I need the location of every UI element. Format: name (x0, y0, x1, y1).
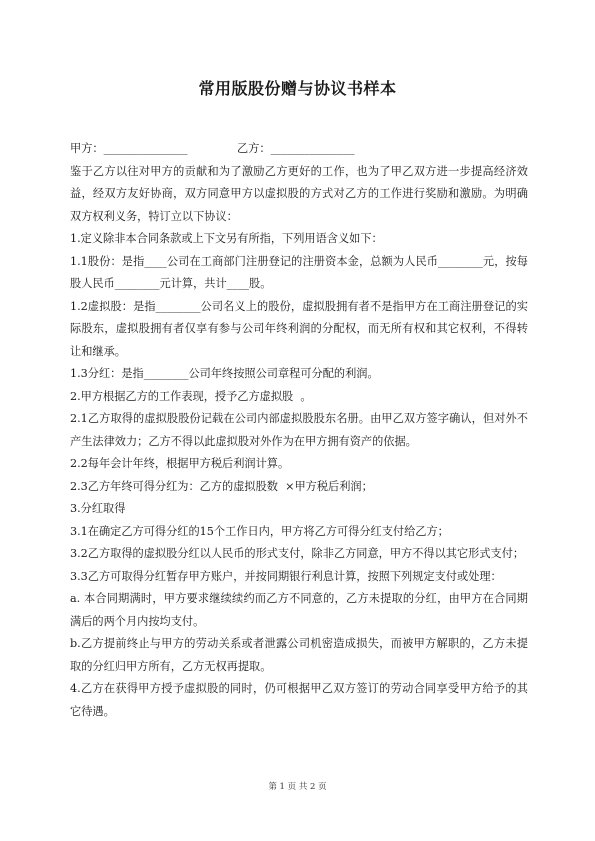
paragraph-clause-a: a. 本合同期满时，甲方要求继续续约而乙方不同意的，乙方未提取的分红，由甲方在合同期满后的两个月内按均支付。 (70, 592, 528, 628)
paragraph-deposit: 3.3乙方可取得分红暂存甲方账户，并按同期银行利息计算，按照下列规定支付或处理： (70, 569, 502, 583)
paragraph-annual-calc: 2.2每年会计年终，根据甲方税后利润计算。 (70, 457, 290, 470)
paragraph-register: 2.1乙方取得的虚拟股股份记载在公司内部虚拟股股东名册。由甲乙双方签字确认，但对外不产生法律效力；乙方不得以此虚拟股对外作为在甲方拥有资产的依据。 (70, 412, 528, 448)
paragraph-payment-timing: 3.1在确定乙方可得分红的15个工作日内，甲方将乙方可得分红支付给乙方； (70, 524, 449, 538)
paragraph-other-benefits: 4.乙方在获得甲方授予虚拟股的同时，仍可根据甲乙双方签订的劳动合同享受甲方给予的其它待遇。 (70, 682, 528, 718)
paragraph-dividend-formula: 2.3乙方年终可得分红为：乙方的虚拟股数 ×甲方税后利润； (70, 479, 373, 493)
paragraph-payment-form: 3.2乙方取得的虚拟股分红以人民币的形式支付，除非乙方同意，甲方不得以其它形式支付； (70, 547, 525, 560)
paragraph-preamble: 鉴于乙方以往对甲方的贡献和为了激励乙方更好的工作，也为了甲乙双方进一步提高经济效益，经双方友好协商，双方同意甲方以虚拟股的方式对乙方的工作进行奖励和激励。为明确双方权利义务，特订立以下协议： (70, 164, 528, 223)
paragraph-shares: 1.1股份：是指____公司在工商部门注册登记的注册资本金，总额为人民币________元，按每股人民币________元计算，共计____股。 (70, 254, 528, 290)
party-b-field: 乙方：_______________ (237, 142, 355, 155)
paragraph-dividend-definition: 1.3分红：是指________公司年终按照公司章程可分配的利润。 (70, 367, 379, 380)
paragraph-grant: 2.甲方根据乙方的工作表现，授予乙方虚拟股 。 (70, 389, 312, 403)
document-title: 常用版股份赠与协议书样本 (198, 79, 397, 98)
document-body (70, 138, 528, 723)
parties-line (70, 138, 528, 161)
paragraph-section-3: 3.分红取得 (70, 502, 126, 515)
paragraph-clause-b: b.乙方提前终止与甲方的劳动关系或者泄露公司机密造成损失，而被甲方解职的，乙方未提取的分红归甲方所有，乙方无权再提取。 (70, 637, 528, 673)
party-a-field: 甲方：_______________ (70, 142, 188, 155)
page-footer: 第 1 页 共 2 页 (268, 782, 327, 792)
paragraph-virtual-shares: 1.2虚拟股：是指________公司名义上的股份，虚拟股拥有者不是指甲方在工商注册登记的实际股东，虚拟股拥有者仅享有参与公司年终利润的分配权，而无所有权和其它权利，不得转让和继承。 (70, 299, 528, 358)
paragraph-definitions: 1.定义除非本合同条款或上下文另有所指，下列用语含义如下： (70, 232, 383, 245)
